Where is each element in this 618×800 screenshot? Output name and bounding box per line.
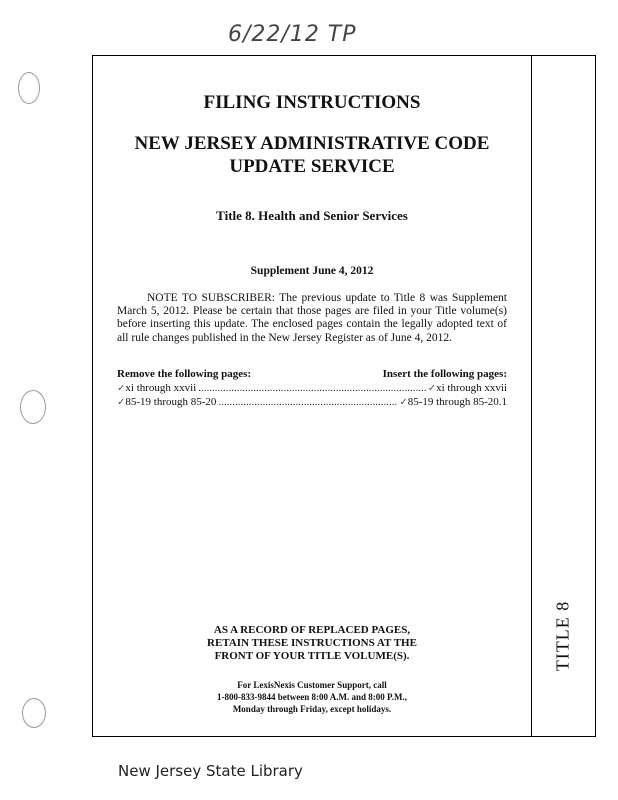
support-line: For LexisNexis Customer Support, call (237, 680, 387, 690)
remove-pages-value: 85-19 through 85-20 (125, 396, 217, 408)
retain-line: AS A RECORD OF REPLACED PAGES, (213, 624, 411, 636)
update-service-line: UPDATE SERVICE (229, 156, 395, 177)
retain-notice (93, 624, 531, 663)
pages-row (117, 396, 507, 408)
remove-pages-value: xi through xxvii (125, 382, 197, 394)
check-mark-icon: ✓ (117, 397, 126, 408)
pages-row (117, 382, 507, 394)
instructions-content (93, 56, 531, 736)
insert-pages-value: 85-19 through 85-20.1 (407, 396, 507, 408)
code-heading-line: NEW JERSEY ADMINISTRATIVE CODE (134, 133, 490, 154)
check-mark-icon: ✓ (427, 383, 437, 394)
retain-line: FRONT OF YOUR TITLE VOLUME(S). (214, 650, 410, 662)
remove-pages-header: Remove the following pages: (117, 368, 252, 380)
handwritten-date-note: 6/22/12 TP (228, 22, 357, 47)
title-line: Title 8. Health and Senior Services (216, 208, 408, 223)
filing-instructions-heading: FILING INSTRUCTIONS (203, 92, 421, 113)
insert-pages-value: xi through xxvii (436, 382, 507, 394)
check-mark-icon: ✓ (117, 383, 126, 394)
document-frame (92, 55, 596, 737)
code-update-heading (93, 132, 531, 178)
spine-tab (531, 56, 595, 736)
insert-pages-header: Insert the following pages: (382, 368, 507, 380)
dot-leader (218, 396, 397, 408)
support-hours-line: Monday through Friday, except holidays. (232, 704, 392, 714)
binder-hole-middle (20, 390, 46, 424)
check-mark-icon: ✓ (399, 397, 408, 408)
binder-hole-top (18, 72, 40, 104)
dot-leader (198, 382, 425, 394)
customer-support-info (93, 679, 531, 715)
pages-table-header (117, 368, 507, 380)
binder-hole-bottom (22, 698, 46, 728)
library-stamp: New Jersey State Library (118, 762, 303, 780)
support-phone-line: 1-800-833-9844 between 8:00 A.M. and 8:00 P.M., (217, 692, 407, 702)
subscriber-note: NOTE TO SUBSCRIBER: The previous update to Title 8 was Supplement March 5, 2012. Please be certain that those pages are filed in your Title volume(s) before inserting this update. The enclosed pages contain the legally adopted text of all rule changes published in the New Jersey Register as of June 4, 2012. (117, 292, 507, 344)
spine-title-label: TITLE 8 (552, 600, 573, 672)
retain-line: RETAIN THESE INSTRUCTIONS AT THE (207, 637, 417, 649)
supplement-date: Supplement June 4, 2012 (250, 265, 374, 277)
